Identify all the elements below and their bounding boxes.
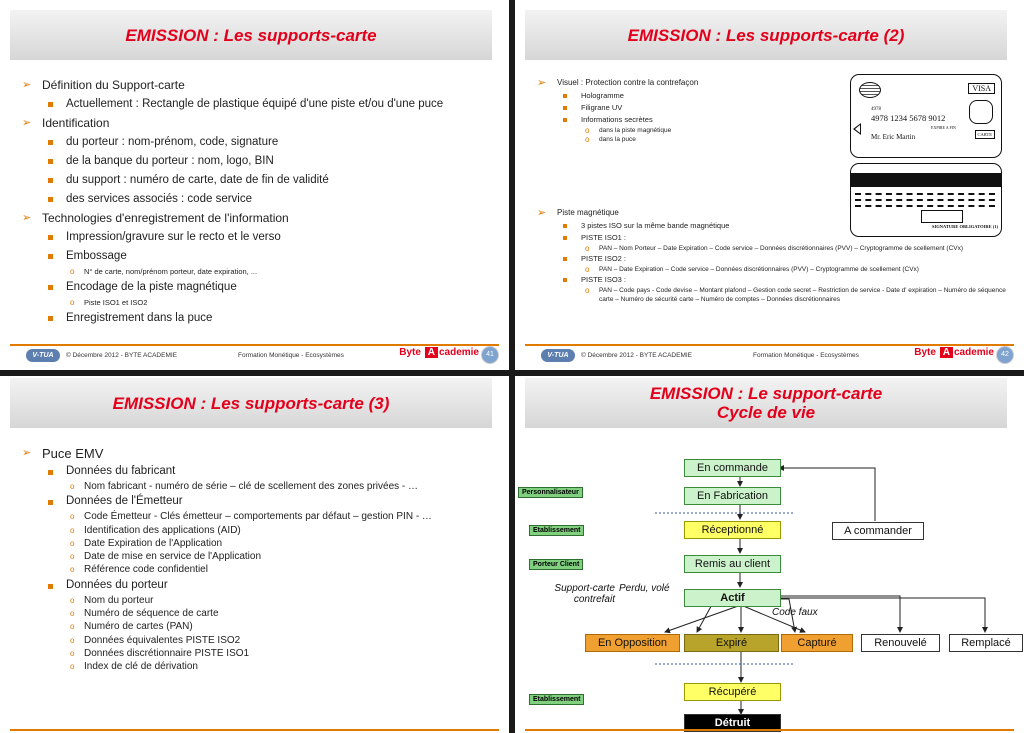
bullet-list [22, 444, 502, 674]
card-front-illustration [850, 74, 1002, 158]
bullet-level-3: o Données discrétionnaire PISTE ISO1 [22, 647, 502, 660]
bullet-level-3: o Identification des applications (AID) [22, 524, 502, 537]
note-code-faux: Code faux [772, 607, 818, 618]
card-side-label: CARTE [975, 130, 995, 139]
slide-title: EMISSION : Les supports-carte (3) [112, 393, 390, 413]
slide-title-bar [10, 10, 492, 60]
bullet-level-3: o Index de clé de dérivation [22, 660, 502, 673]
card-back-illustration [850, 163, 1002, 237]
bullet-level-3: o dans la puce [537, 135, 837, 144]
bullet-level-1: ➢ Technologies d'enregistrement de l'information [22, 209, 502, 228]
slide-footer [525, 344, 1014, 366]
bullet-level-3: o Date Expiration de l'Application [22, 537, 502, 550]
bullet-level-2: de la banque du porteur : nom, logo, BIN [22, 152, 502, 171]
bullet-level-2: Données du porteur [22, 577, 502, 594]
byte-academie-logo: Byte A cademie [399, 347, 479, 358]
bullet-level-2: Actuellement : Rectangle de plastique équipé d'une piste et/ou d'une puce [22, 95, 502, 114]
state-remis-au-client: Remis au client [684, 555, 781, 573]
bullet-level-2: Données de l'Émetteur [22, 493, 502, 510]
bullet-level-2: Informations secrètes [537, 114, 837, 126]
state-en-fabrication: En Fabrication [684, 487, 781, 505]
bullet-list [22, 76, 502, 328]
vtua-logo: V-TUA [541, 349, 575, 362]
footer-line [10, 729, 499, 731]
state-actif: Actif [684, 589, 781, 607]
visa-logo: VISA [968, 83, 995, 94]
bullet-level-2: PISTE ISO3 : [537, 274, 1017, 286]
bullet-list-visual [537, 76, 837, 144]
bullet-level-2: Hologramme [537, 90, 837, 102]
hologram-icon [859, 82, 881, 98]
bullet-level-2: Enregistrement dans la puce [22, 309, 502, 328]
bullet-level-2: Embossage [22, 247, 502, 266]
state-remplace: Remplacé [949, 634, 1023, 652]
bullet-level-2: du support : numéro de carte, date de fin de validité [22, 171, 502, 190]
actor-etablissement: Etablissement [529, 694, 584, 705]
state-renouvele: Renouvelé [861, 634, 940, 652]
note-contrefait: Support-carte contrefait [554, 583, 615, 605]
state-en-commande: En commande [684, 459, 781, 477]
slide-title: EMISSION : Les supports-carte [125, 25, 377, 45]
card-number: 4978 1234 5678 9012 [871, 113, 946, 123]
stripe-track-line [855, 205, 995, 207]
bullet-level-2: Filigrane UV [537, 102, 837, 114]
signature-panel [921, 210, 963, 223]
bullet-level-3: o Piste ISO1 et ISO2 [22, 297, 502, 309]
slide-title-bar [10, 378, 492, 428]
slide-title-bar [525, 10, 1007, 60]
bullet-level-2: Encodage de la piste magnétique [22, 278, 502, 297]
actor-personnalisateur: Personnalisateur [518, 487, 583, 498]
state-detruit: Détruit [684, 714, 781, 732]
bullet-level-3: o dans la piste magnétique [537, 126, 837, 135]
bullet-level-3: o Référence code confidentiel [22, 563, 502, 576]
chevron-left-icon-inner [855, 125, 860, 133]
bullet-level-3: o Code Émetteur - Clés émetteur – comportements par défaut – gestion PIN - … [22, 510, 502, 523]
bullet-level-3: o Date de mise en service de l'Application [22, 550, 502, 563]
bullet-level-1: ➢ Visuel : Protection contre la contrefaçon [537, 76, 837, 90]
page-number: 42 [996, 346, 1014, 364]
footer-course: Formation Monétique - Ecosystèmes [753, 352, 859, 359]
slide-title: EMISSION : Les supports-carte (2) [627, 25, 905, 45]
footer-copyright: © Décembre 2012 - BYTE ACADEMIE [66, 352, 177, 359]
bullet-level-1: ➢ Identification [22, 114, 502, 133]
state-en-opposition: En Opposition [585, 634, 680, 652]
bullet-level-2: PISTE ISO2 : [537, 253, 1017, 265]
bullet-level-3: o PAN – Date Expiration – Code service – Données discrétionnaires (PVV) – Cryptogramme de scellement (CVx) [537, 265, 1017, 274]
bullet-level-2: des services associés : code service [22, 190, 502, 209]
page-number: 41 [481, 346, 499, 364]
footer-course: Formation Monétique - Ecosystèmes [238, 352, 344, 359]
slide-41 [0, 0, 509, 370]
card-expiry-label: EXPIRE A FIN [931, 125, 956, 130]
slide-title-line1: EMISSION : Le support-carte [649, 384, 883, 403]
actor-etablissement: Etablissement [529, 525, 584, 536]
bullet-level-1: ➢ Définition du Support-carte [22, 76, 502, 95]
vtua-logo: V-TUA [26, 349, 60, 362]
state-expire: Expiré [684, 634, 779, 652]
bullet-level-3: o Numéro de séquence de carte [22, 607, 502, 620]
bullet-level-2: Données du fabricant [22, 463, 502, 480]
slide-43 [0, 376, 509, 733]
bullet-level-2: PISTE ISO1 : [537, 232, 1017, 244]
footer-line [525, 729, 1014, 731]
bullet-level-3: o Données équivalentes PISTE ISO2 [22, 634, 502, 647]
stripe-track-line [855, 193, 995, 195]
bullet-level-3: o N° de carte, nom/prénom porteur, date expiration, ... [22, 266, 502, 278]
bullet-level-2: du porteur : nom-prénom, code, signature [22, 133, 502, 152]
stripe-track-line [855, 199, 995, 201]
bullet-level-1: ➢ Piste magnétique [537, 206, 1017, 220]
card-bin: 4978 [871, 107, 881, 112]
bullet-level-3: o PAN – Code pays - Code devise – Montant plafond – Gestion code secret – Restriction de service - Date d' expiration – Numéro de séquence carte – Numéro de sécurité carte – Numéro de comptes – Données discrétionnaires [537, 286, 1017, 304]
bullet-level-1: ➢ Puce EMV [22, 444, 502, 463]
bullet-level-3: o Nom du porteur [22, 594, 502, 607]
slide-44 [515, 376, 1024, 733]
actor-porteur-client: Porteur Client [529, 559, 583, 570]
bullet-level-3: o Nom fabricant - numéro de série – clé de scellement des zones privées - … [22, 480, 502, 493]
state-a-commander: A commander [832, 522, 924, 540]
card-holder: Mr. Eric Martin [871, 133, 916, 141]
footer-copyright: © Décembre 2012 - BYTE ACADEMIE [581, 352, 692, 359]
slide-footer [10, 344, 499, 366]
bullet-level-3: o Numéro de cartes (PAN) [22, 620, 502, 633]
state-recupere: Récupéré [684, 683, 781, 701]
slide-title-line2: Cycle de vie [716, 403, 816, 422]
state-capture: Capturé [781, 634, 853, 652]
state-receptionne: Réceptionné [684, 521, 781, 539]
bullet-level-2: 3 pistes ISO sur la même bande magnétique [537, 220, 1017, 232]
chip-icon [969, 100, 993, 124]
magnetic-stripe [851, 173, 1001, 187]
slide-42 [515, 0, 1024, 370]
bullet-level-3: o PAN – Nom Porteur – Date Expiration – Code service – Données discrétionnaires (PVV) – Cryptogramme de scellement (CVx) [537, 244, 1017, 253]
bullet-level-2: Impression/gravure sur le recto et le verso [22, 228, 502, 247]
note-perdu-vole: Perdu, volé [619, 583, 670, 594]
byte-academie-logo: Byte A cademie [914, 347, 994, 358]
signature-label: SIGNATURE OBLIGATOIRE (1) [931, 224, 998, 229]
